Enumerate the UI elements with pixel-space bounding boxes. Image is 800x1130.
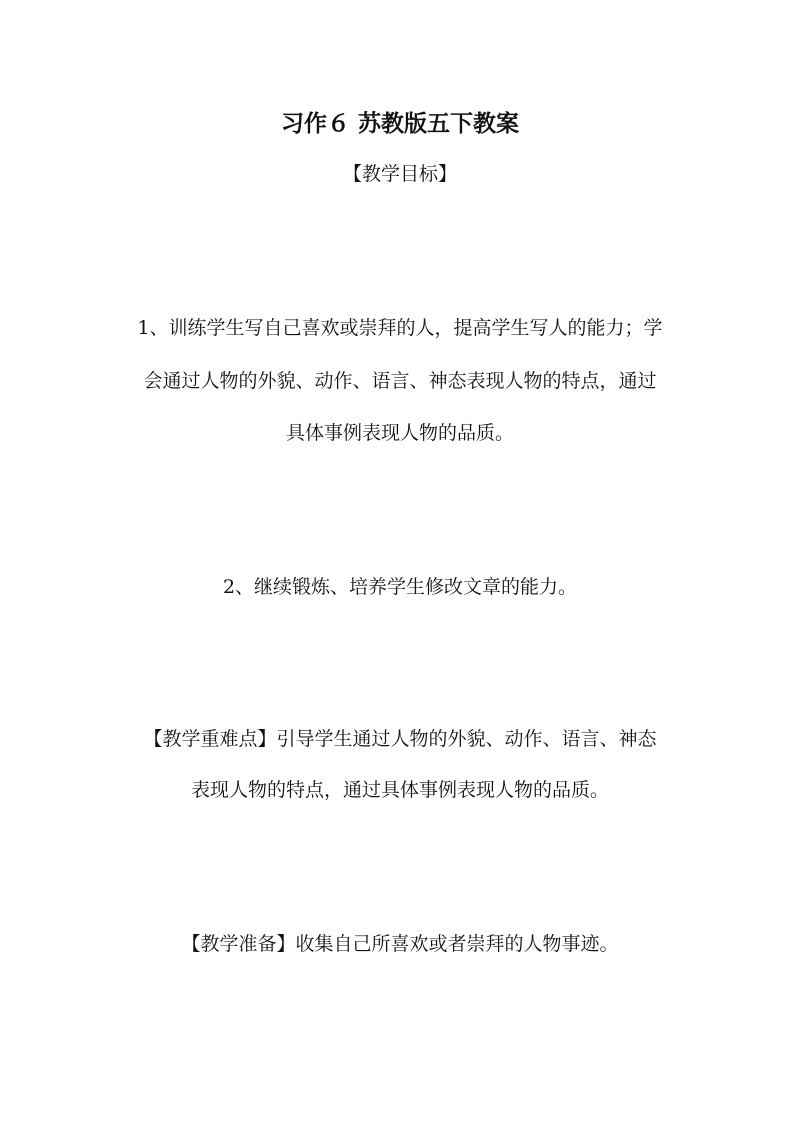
objective-1-line: 会通过人物的外貌、动作、语言、神态表现人物的特点，通过: [143, 370, 657, 392]
objectives-heading: 【教学目标】: [342, 163, 457, 185]
key-points-line: 【教学重难点】引导学生通过人物的外貌、动作、语言、神态: [143, 728, 657, 750]
objective-1-line: 具体事例表现人物的品质。: [285, 422, 514, 444]
document-title: 习作６ 苏教版五下教案: [280, 110, 519, 137]
objective-1-line: 1、训练学生写自己喜欢或崇拜的人，提高学生写人的能力；学: [137, 317, 663, 339]
objective-2-paragraph: 2、继续锻炼、培养学生修改文章的能力。: [222, 576, 578, 598]
preparation-paragraph: 【教学准备】收集自己所喜欢或者崇拜的人物事迹。: [181, 933, 619, 955]
key-points-line: 表现人物的特点，通过具体事例表现人物的品质。: [190, 779, 609, 801]
